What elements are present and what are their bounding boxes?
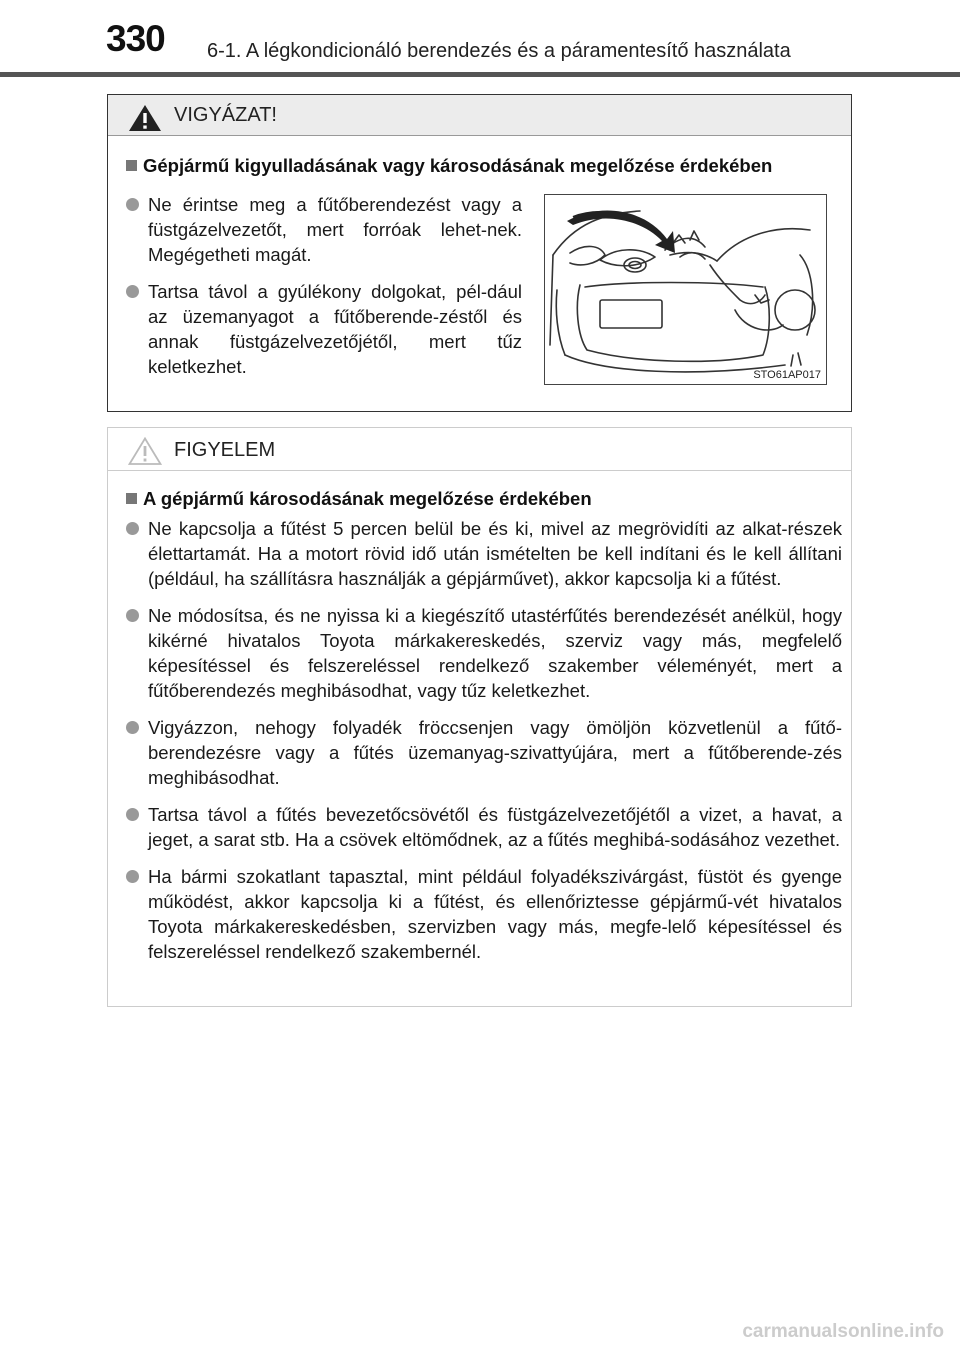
header-rule	[0, 72, 960, 77]
square-bullet-icon	[126, 493, 137, 504]
list-item	[126, 279, 522, 379]
notice-subtitle	[126, 488, 592, 510]
bullet-icon	[126, 870, 139, 883]
notice-header	[108, 428, 851, 471]
car-front-illustration	[544, 194, 827, 385]
notice-subtitle-text: A gépjármű károsodásának megelőzése érdekében	[143, 488, 592, 509]
figure-code: STO61AP017	[753, 369, 821, 381]
notice-box	[107, 427, 852, 1007]
list-item-text: Vigyázzon, nehogy folyadék fröccsenjen vagy ömöljön közvetlenül a fűtő-berendezésre vagy a fűtés üzemanyag-szivattyújára, mert a fűtőberende-zés meghibásodhat.	[148, 717, 842, 788]
list-item-text: Ne kapcsolja a fűtést 5 percen belül be és ki, mivel az megrövidíti az alkat-részek élettartamát. Ha a motort rövid idő után ismételten be kell indítani és le kell állítani (például, ha szállításra használják a gépjárművet), akkor kapcsolja ki a fűtést.	[148, 518, 842, 589]
bullet-icon	[126, 285, 139, 298]
list-item	[126, 192, 522, 267]
bullet-icon	[126, 198, 139, 211]
notice-title: FIGYELEM	[174, 439, 276, 461]
warning-triangle-icon	[128, 104, 162, 132]
bullet-icon	[126, 721, 139, 734]
warning-title: VIGYÁZAT!	[174, 104, 277, 126]
list-item	[126, 516, 842, 591]
square-bullet-icon	[126, 160, 137, 171]
page-number: 330	[106, 18, 165, 59]
list-item	[126, 715, 842, 790]
list-item	[126, 864, 842, 964]
list-item-text: Ha bármi szokatlant tapasztal, mint például folyadékszivárgást, füstöt és gyenge működést, akkor kapcsolja ki a fűtést, és ellenőriztesse gépjármű-vét hivatalos Toyota márkakereskedésben, szervizben vagy más, megfe-lelő képesítéssel és felszereléssel rendelkező szakembernél.	[148, 866, 842, 962]
list-item-text: Tartsa távol a gyúlékony dolgokat, pél-dául az üzemanyagot a fűtőberende-zéstől és annak füstgázelvezetőjétől, mert tűz keletkezhet.	[148, 281, 522, 377]
bullet-icon	[126, 609, 139, 622]
page-header	[0, 0, 960, 82]
notice-list	[126, 516, 842, 976]
warning-subtitle	[126, 155, 772, 177]
bullet-icon	[126, 808, 139, 821]
bullet-icon	[126, 522, 139, 535]
list-item-text: Tartsa távol a fűtés bevezetőcsövétől és füstgázelvezetőjétől a vizet, a havat, a jeget, a sarat stb. Ha a csövek eltömődnek, az a fűtés meghibá-sodásához vezethet.	[148, 804, 842, 850]
warning-box	[107, 94, 852, 412]
watermark: carmanualsonline.info	[742, 1321, 944, 1342]
list-item	[126, 603, 842, 703]
warning-header	[108, 95, 851, 136]
list-item	[126, 802, 842, 852]
caution-triangle-icon	[128, 437, 162, 465]
warning-list	[126, 192, 522, 391]
car-front-drawing	[545, 195, 826, 384]
list-item-text: Ne módosítsa, és ne nyissa ki a kiegészítő utastérfűtés berendezését anélkül, hogy kikérné hivatalos Toyota márkakereskedés, szerviz vagy más, megfelelő képesítéssel és felszereléssel rendelkező szakember véleményét, mert a fűtőberendezés meghibásodhat, vagy tűz keletkezhet.	[148, 605, 842, 701]
warning-subtitle-text: Gépjármű kigyulladásának vagy károsodásának megelőzése érdekében	[143, 155, 773, 176]
chapter-title: 6-1. A légkondicionáló berendezés és a páramentesítő használata	[207, 40, 791, 62]
list-item-text: Ne érintse meg a fűtőberendezést vagy a füstgázelvezetőt, mert forróak lehet-nek. Megégetheti magát.	[148, 194, 522, 265]
